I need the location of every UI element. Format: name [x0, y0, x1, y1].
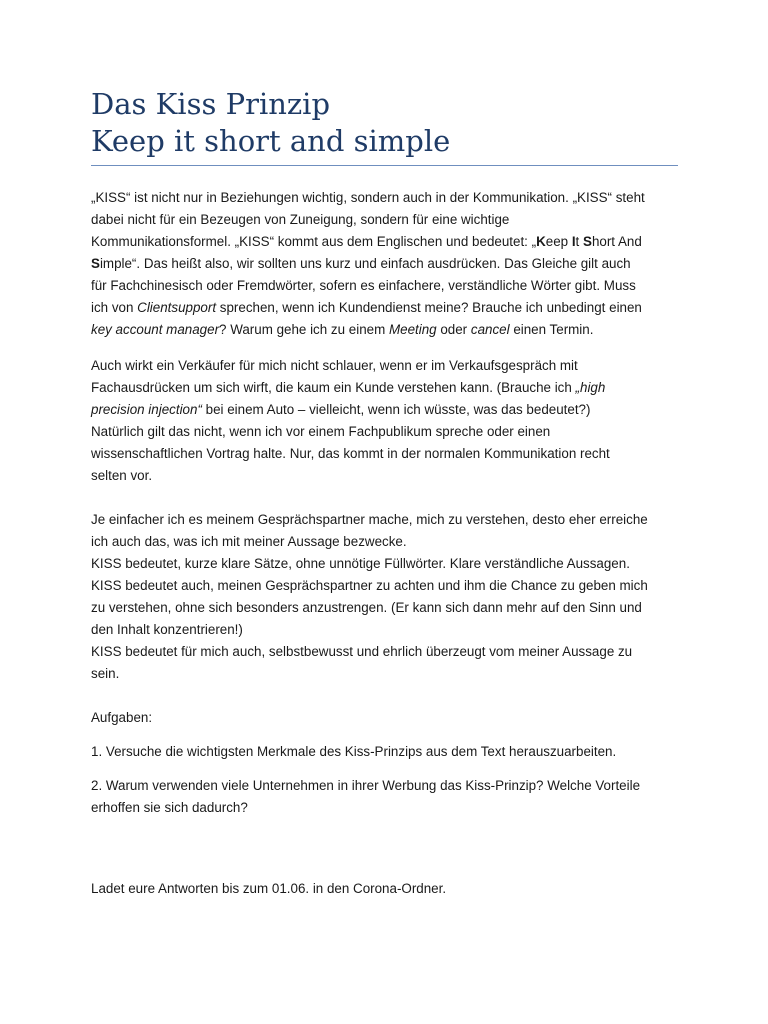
text-line: KISS bedeutet für mich auch, selbstbewusst und ehrlich überzeugt vom meiner Aussage zu — [91, 644, 633, 659]
text-line — [91, 399, 691, 421]
italic-term: „high — [575, 380, 606, 395]
italic-term: Meeting — [388, 322, 437, 337]
text-line: sein. — [91, 666, 120, 681]
document-title — [91, 86, 691, 160]
text-run: ich von — [91, 300, 138, 315]
text-line: KISS bedeutet, kurze klare Sätze, ohne unnötige Füllwörter. Klare verständliche Aussagen. — [91, 556, 630, 571]
bold-letter: S — [91, 256, 100, 271]
italic-term: key account manager — [91, 322, 220, 337]
text-line — [91, 231, 691, 253]
text-line: für Fachchinesisch oder Fremdwörter, sofern es einfachere, verständliche Wörter gibt. Muss — [91, 278, 636, 293]
text-run: bei einem Auto – vielleicht, wenn ich wüsste, was das bedeutet?) — [201, 402, 591, 417]
text-run: einen Termin. — [509, 322, 594, 337]
title-line-2: Keep it short and simple — [91, 124, 451, 158]
text-run: eep — [545, 234, 572, 249]
task-1 — [91, 741, 691, 763]
text-run: imple“. Das heißt also, wir sollten uns kurz und einfach ausdrücken. Das Gleiche gilt auch — [99, 256, 631, 271]
text-line: wissenschaftlichen Vortrag halte. Nur, das kommt in der normalen Kommunikation recht — [91, 446, 610, 461]
text-run: hort And — [591, 234, 642, 249]
text-line: selten vor. — [91, 468, 153, 483]
text-line — [91, 253, 691, 275]
text-line: 2. Warum verwenden viele Unternehmen in ihrer Werbung das Kiss-Prinzip? Welche Vorteile — [91, 778, 641, 793]
text-run: Kommunikationsformel. „KISS“ kommt aus dem Englischen und bedeutet: „ — [91, 234, 537, 249]
bold-letter: I — [571, 234, 576, 249]
document-body — [91, 187, 691, 819]
italic-term: precision injection“ — [91, 402, 202, 417]
text-line: Aufgaben: — [91, 710, 153, 725]
text-line — [91, 377, 691, 399]
text-run: Fachausdrücken um sich wirft, die kaum ein Kunde verstehen kann. (Brauche ich — [91, 380, 576, 395]
paragraph-salesperson — [91, 355, 691, 487]
deadline-note: Ladet eure Antworten bis zum 01.06. in den Corona-Ordner. — [91, 881, 447, 896]
text-line: den Inhalt konzentrieren!) — [91, 622, 243, 637]
text-run: sprechen, wenn ich Kundendienst meine? Brauche ich unbedingt einen — [216, 300, 642, 315]
text-line — [91, 297, 691, 319]
text-line: zu verstehen, ohne sich besonders anzustrengen. (Er kann sich dann mehr auf den Sinn und — [91, 600, 642, 615]
title-line-1: Das Kiss Prinzip — [91, 87, 331, 121]
text-line: Auch wirkt ein Verkäufer für mich nicht schlauer, wenn er im Verkaufsgespräch mit — [91, 358, 578, 373]
tasks-heading — [91, 707, 691, 729]
bold-letter: S — [583, 234, 592, 249]
text-line: dabei nicht für ein Bezeugen von Zuneigung, sondern für eine wichtige — [91, 212, 510, 227]
italic-term: cancel — [470, 322, 510, 337]
title-divider — [91, 165, 678, 166]
text-line: Je einfacher ich es meinem Gesprächspartner mache, mich zu verstehen, desto eher erreiche — [91, 512, 648, 527]
italic-term: Clientsupport — [137, 300, 217, 315]
paragraph-kiss-intro — [91, 187, 691, 341]
text-line: KISS bedeutet auch, meinen Gesprächspartner zu achten und ihm die Chance zu geben mich — [91, 578, 648, 593]
text-line — [91, 319, 691, 341]
text-line: 1. Versuche die wichtigsten Merkmale des Kiss-Prinzips aus dem Text herauszuarbeiten. — [91, 744, 617, 759]
text-line: Natürlich gilt das nicht, wenn ich vor einem Fachpublikum spreche oder einen — [91, 424, 551, 439]
text-run: oder — [436, 322, 471, 337]
paragraph-kiss-meaning — [91, 509, 691, 685]
text-line: ich auch das, was ich mit meiner Aussage bezwecke. — [91, 534, 407, 549]
text-run: t — [575, 234, 583, 249]
text-run: ? Warum gehe ich zu einem — [219, 322, 389, 337]
text-line: erhoffen sie sich dadurch? — [91, 800, 248, 815]
text-line: „KISS“ ist nicht nur in Beziehungen wichtig, sondern auch in der Kommunikation. „KISS“ steht — [91, 190, 645, 205]
bold-letter: K — [536, 234, 546, 249]
task-2 — [91, 775, 691, 819]
